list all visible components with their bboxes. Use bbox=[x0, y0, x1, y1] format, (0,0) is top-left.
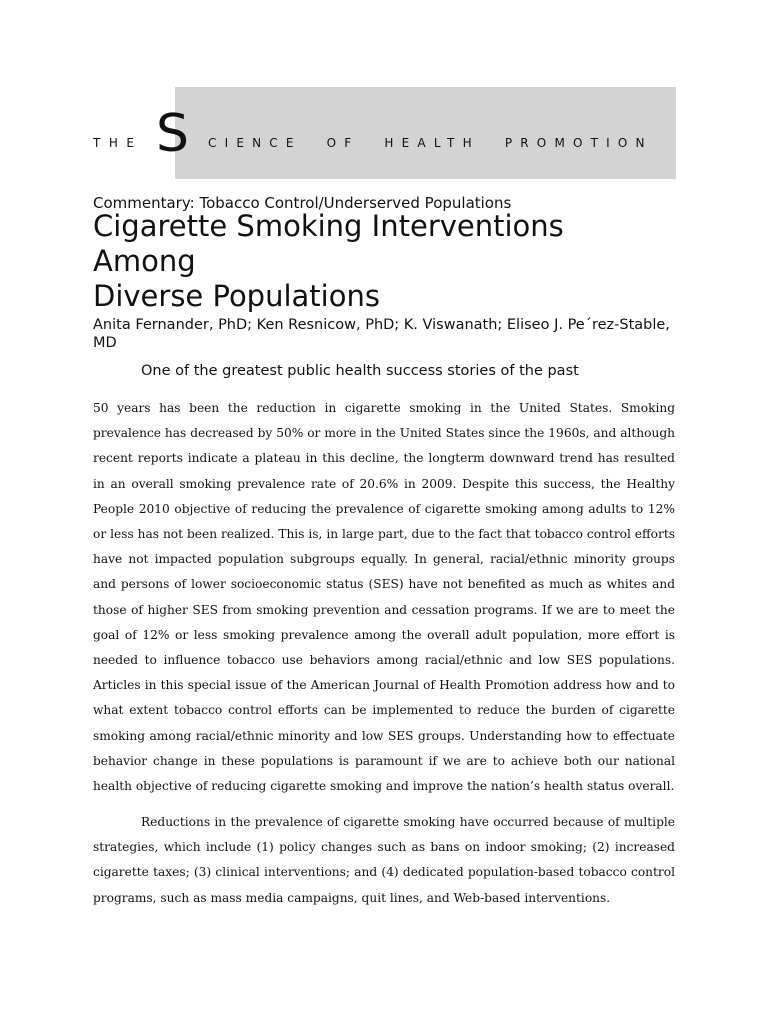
body-paragraph: 50 years has been the reduction in cigarette smoking in the United States. Smoking prevalence has decreased by 50% or more in the United States since the 1960s, and although recent reports indicate a plateau in this decline, the longterm downward trend has resulted in an overall smoking prevalence rate of 20.6% in 2009. Despite this success, the Healthy People 2010 objective of reducing the prevalence of cigarette smoking among adults to 12% or less has not been realized. This is, in large part, due to the fact that tobacco control efforts have not impacted population subgroups equally. In general, racial/ethnic minority groups and persons of lower socioeconomic status (SES) have not benefited as much as whites and those of higher SES from smoking prevention and cessation programs. If we are to meet the goal of 12% or less smoking prevalence among the overall adult population, more effort is needed to influence tobacco use behaviors among racial/ethnic and low SES populations. Articles in this special issue of the American Journal of Health Promotion address how and to what extent tobacco control efforts can be implemented to reduce the burden of cigarette smoking among racial/ethnic minority and low SES groups. Understanding how to effectuate behavior change in these populations is paramount if we are to achieve both our national health objective of reducing cigarette smoking and improve the nation’s health status overall. bbox=[93, 401, 675, 794]
author-list: Anita Fernander, PhD; Ken Resnicow, PhD; K. Viswanath; Eliseo J. Pe´rez-Stable, MD bbox=[93, 317, 670, 351]
lead-sentence: One of the greatest public health success stories of the past bbox=[141, 363, 579, 379]
journal-banner-background bbox=[175, 87, 676, 179]
journal-banner-the: THE bbox=[93, 136, 143, 150]
section-label: Commentary: Tobacco Control/Underserved Populations bbox=[93, 194, 512, 212]
article-title bbox=[93, 209, 693, 314]
article-title-line: Diverse Populations bbox=[93, 279, 380, 313]
article-title-line: Cigarette Smoking Interventions bbox=[93, 209, 564, 243]
journal-banner-title: CIENCE OF HEALTH PROMOTION bbox=[208, 136, 653, 150]
body-paragraph: Reductions in the prevalence of cigarette smoking have occurred because of multiple strategies, which include (1) policy changes such as bans on indoor smoking; (2) increased cigarette taxes; (3) clinical interventions; and (4) dedicated population-based tobacco control programs, such as mass media campaigns, quit lines, and Web-based interventions. bbox=[93, 815, 675, 905]
journal-banner-big-letter: S bbox=[156, 104, 190, 164]
article-title-line: Among bbox=[93, 244, 196, 278]
